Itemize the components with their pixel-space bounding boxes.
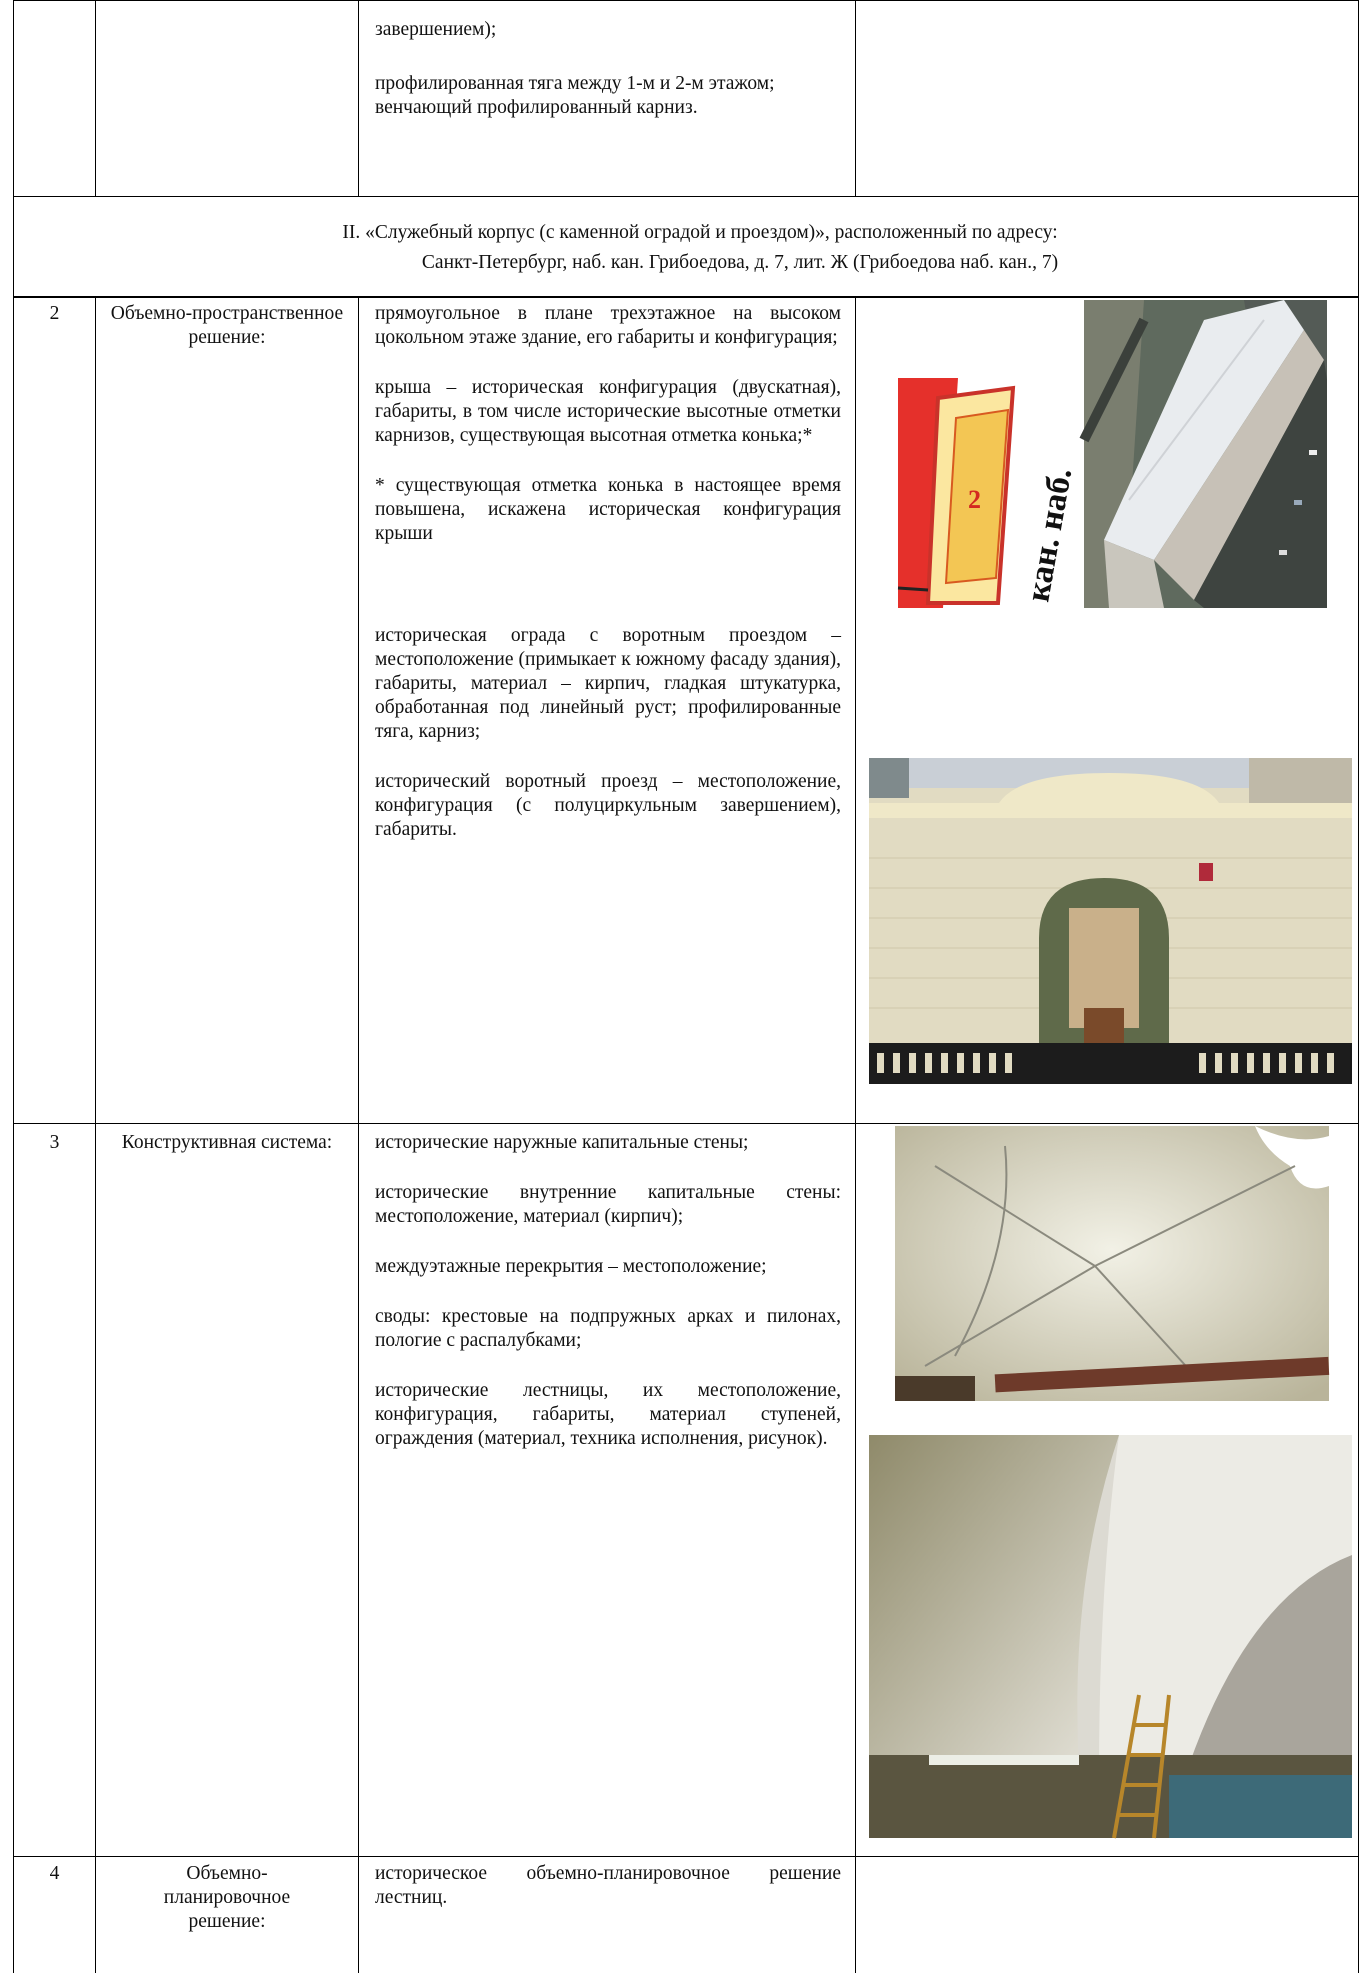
vault-photo-2 bbox=[869, 1435, 1352, 1838]
row-paragraph: своды: крестовые на подпружных арках и пилонах, пологие с распалубками; bbox=[375, 1306, 841, 1351]
row-title: Конструктивная система: bbox=[121, 1132, 333, 1153]
map-photo bbox=[898, 378, 1080, 608]
map-fragment-icon bbox=[898, 378, 1080, 608]
row-paragraph: крыша – историческая конфигурация (двускатная), габариты, в том числе исторические высотные отметки карнизов, существующая высотная отметка конька;* bbox=[375, 377, 841, 446]
top-row-line: завершением); bbox=[375, 19, 497, 40]
top-row-description bbox=[375, 18, 841, 120]
row-paragraph: междуэтажные перекрытия – местоположение; bbox=[375, 1256, 767, 1277]
row-paragraph: историческое объемно-планировочное решение лестниц. bbox=[375, 1863, 841, 1908]
top-row-line: венчающий профилированный карниз. bbox=[375, 97, 698, 118]
vault-photo-1 bbox=[895, 1126, 1329, 1401]
row-paragraph: исторические наружные капитальные стены; bbox=[375, 1132, 749, 1153]
arched-gateway-icon bbox=[869, 758, 1352, 1084]
row-number: 4 bbox=[49, 1863, 60, 1884]
aerial-photo bbox=[1084, 300, 1327, 608]
row-paragraph: * существующая отметка конька в настоящее время повышена, искажена историческая конфигурация крыши bbox=[375, 475, 841, 544]
top-row-line: профилированная тяга между 1-м и 2-м этажом; bbox=[375, 73, 775, 94]
row-paragraph: исторические внутренние капитальные стены: местоположение, материал (кирпич); bbox=[375, 1182, 841, 1227]
row-number: 3 bbox=[49, 1132, 60, 1153]
section-header-line-1: II. «Служебный корпус (с каменной оградой и проездом)», расположенный по адресу: bbox=[342, 222, 1058, 243]
row-paragraph: прямоугольное в плане трехэтажное на высоком цокольном этаже здание, его габариты и конфигурация; bbox=[375, 303, 841, 348]
row-title: Объемно-планировочное решение: bbox=[163, 1863, 291, 1932]
gate-photo bbox=[869, 758, 1352, 1084]
row-paragraph: историческая ограда с воротным проездом – местоположение (примыкает к южному фасаду здания), габариты, материал – кирпич, гладкая штукатурка, обработанная под линейный руст; профилированные тяга, карниз; bbox=[375, 625, 841, 742]
row-description bbox=[375, 1862, 841, 1936]
row-title: Объемно-пространственное решение: bbox=[110, 303, 344, 348]
map-street-label: кан. наб. bbox=[1019, 465, 1080, 605]
ceiling-vault-icon bbox=[895, 1126, 1329, 1401]
map-number: 2 bbox=[968, 485, 981, 514]
row-number: 2 bbox=[49, 303, 60, 324]
row-paragraph: исторический воротный проезд – местоположение, конфигурация (с полуциркульным завершением), габариты. bbox=[375, 771, 841, 840]
row-description bbox=[375, 302, 841, 868]
section-header-line-2: Санкт-Петербург, наб. кан. Грибоедова, д. 7, лит. Ж (Грибоедова наб. кан., 7) bbox=[421, 252, 1059, 273]
aerial-view-icon bbox=[1084, 300, 1327, 608]
row-paragraph: исторические лестницы, их местоположение, конфигурация, габариты, материал ступеней, ограждения (материал, техника исполнения, рисунок). bbox=[375, 1380, 841, 1449]
row-description bbox=[375, 1131, 841, 1477]
ceiling-vault-icon bbox=[869, 1435, 1352, 1838]
